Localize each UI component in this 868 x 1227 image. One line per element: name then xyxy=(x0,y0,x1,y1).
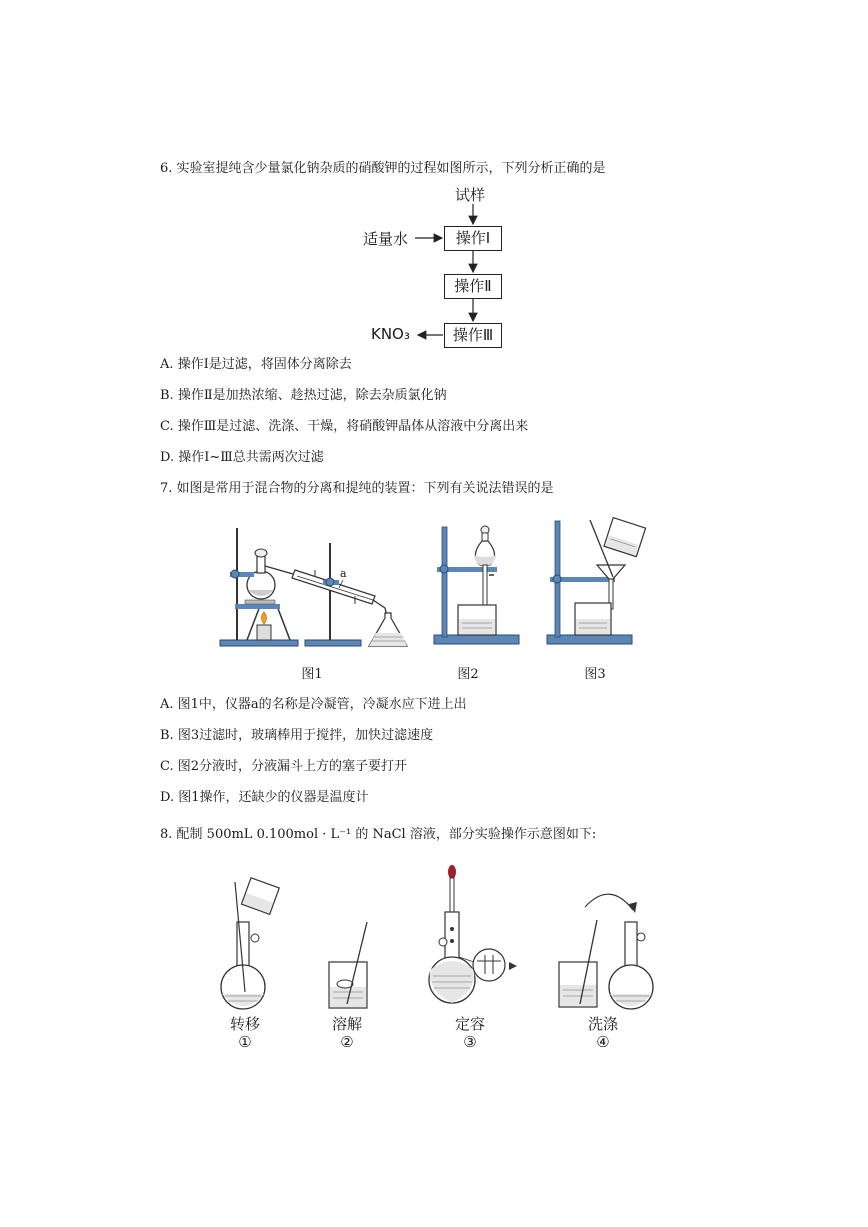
flow-water-label: 适量水 xyxy=(363,230,409,248)
q8-step3-label: 定容 xyxy=(454,1015,485,1033)
q8-step2-number: ② xyxy=(340,1033,354,1051)
q8-step4-label: 洗涤 xyxy=(587,1015,618,1033)
q8-step3-constant-volume-illustration xyxy=(425,862,535,1012)
q8-step4-number: ④ xyxy=(596,1033,610,1051)
q7-option-d: D. 图1操作，还缺少的仪器是温度计 xyxy=(160,790,369,805)
q7-figure2-separatory-funnel xyxy=(432,525,524,647)
flow-arrows xyxy=(0,0,868,400)
flow-sample-label: 试样 xyxy=(455,186,486,204)
q7-figure1-distillation xyxy=(215,518,415,653)
q8-step1-transfer-illustration xyxy=(215,872,285,1012)
q7-caption-figure3: 图3 xyxy=(584,667,606,682)
q8-step3-number: ③ xyxy=(463,1033,477,1051)
q7-option-b: B. 图3过滤时，玻璃棒用于搅拌，加快过滤速度 xyxy=(160,728,434,743)
q8-step1-number: ① xyxy=(238,1033,252,1051)
flow-op3-box: 操作Ⅲ xyxy=(444,323,502,348)
q8-step1-label: 转移 xyxy=(229,1015,260,1033)
q7-caption-figure2: 图2 xyxy=(457,667,479,682)
q8-step2-dissolve-illustration xyxy=(325,912,375,1012)
flow-product-label: KNO₃ xyxy=(371,325,410,343)
q7-label-a: a xyxy=(340,567,347,580)
flow-op1-box: 操作Ⅰ xyxy=(444,226,502,251)
q7-figure3-filtration xyxy=(545,515,655,647)
q6-stem: 6. 实验室提纯含少量氯化钠杂质的硝酸钾的过程如图所示，下列分析正确的是 xyxy=(160,161,606,176)
q7-stem: 7. 如图是常用于混合物的分离和提纯的装置：下列有关说法错误的是 xyxy=(160,481,554,496)
q6-option-c: C. 操作Ⅲ是过滤、洗涤、干燥，将硝酸钾晶体从溶液中分离出来 xyxy=(160,419,529,434)
q8-step4-wash-illustration xyxy=(555,882,655,1012)
q8-step2-label: 溶解 xyxy=(331,1015,362,1033)
q6-option-d: D. 操作Ⅰ~Ⅲ总共需两次过滤 xyxy=(160,450,324,465)
q7-caption-figure1: 图1 xyxy=(301,667,323,682)
q6-option-b: B. 操作Ⅱ是加热浓缩、趁热过滤，除去杂质氯化钠 xyxy=(160,388,447,403)
flow-op2-box: 操作Ⅱ xyxy=(444,274,502,299)
q7-option-a: A. 图1中，仪器a的名称是冷凝管，冷凝水应下进上出 xyxy=(160,697,467,712)
q7-option-c: C. 图2分液时，分液漏斗上方的塞子要打开 xyxy=(160,759,408,774)
q8-stem: 8. 配制 500mL 0.100mol · L⁻¹ 的 NaCl 溶液，部分实验操作示意图如下: xyxy=(160,827,597,842)
q6-option-a: A. 操作Ⅰ是过滤，将固体分离除去 xyxy=(160,357,352,372)
